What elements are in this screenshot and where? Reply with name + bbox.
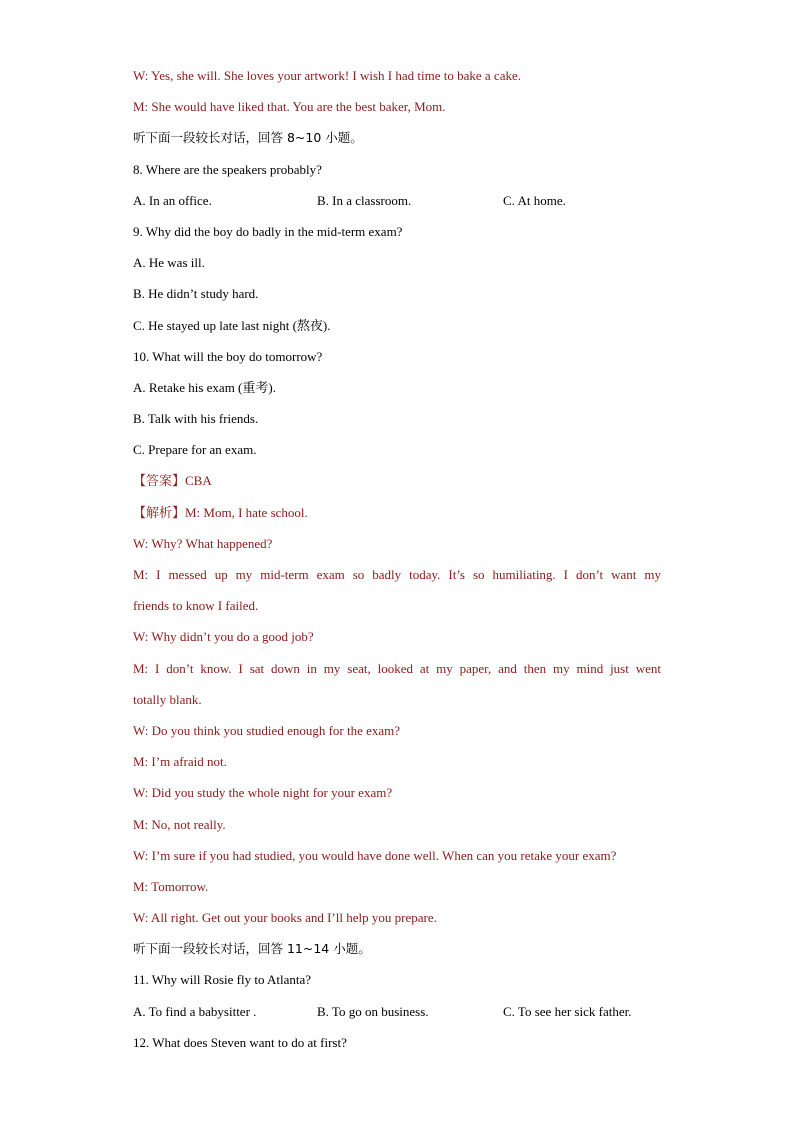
question-10: 10. What will the boy do tomorrow? [133, 348, 323, 364]
answer-key: 【答案】CBA [133, 473, 212, 489]
option-c: C. Prepare for an exam. [133, 442, 257, 458]
question-9: 9. Why did the boy do badly in the mid-term exam? [133, 223, 403, 239]
option-a: A. Retake his exam (重考). [133, 379, 276, 395]
option-b: B. Talk with his friends. [133, 411, 259, 427]
question-11: 11. Why will Rosie fly to Atlanta? [133, 972, 312, 988]
question-8-options [133, 189, 661, 220]
section-instruction: 听下面一段较长对话，回答 8~10 小题。 [133, 130, 363, 146]
option-a: A. In an office. [133, 192, 212, 208]
question-8: 8. Where are the speakers probably? [133, 161, 322, 177]
dialogue-line-continued: friends to know I failed. [133, 598, 259, 614]
section-instruction: 听下面一段较长对话，回答 11~14 小题。 [133, 941, 371, 957]
dialogue-line: M: No, not really. [133, 816, 226, 832]
dialogue-line: M: Tomorrow. [133, 878, 209, 894]
dialogue-line: W: Why? What happened? [133, 535, 273, 551]
dialogue-line: M: I’m afraid not. [133, 754, 227, 770]
dialogue-line: W: Why didn’t you do a good job? [133, 629, 314, 645]
option-b: B. He didn’t study hard. [133, 286, 259, 302]
option-a: A. To find a babysitter . [133, 1003, 257, 1019]
option-a: A. He was ill. [133, 255, 205, 271]
dialogue-line: W: I’m sure if you had studied, you would have done well. When can you retake your exam? [133, 847, 617, 863]
analysis-heading: 【解析】M: Mom, I hate school. [133, 504, 308, 520]
option-c: C. At home. [503, 192, 566, 208]
dialogue-line: W: Do you think you studied enough for the exam? [133, 722, 401, 738]
dialogue-line: W: Did you study the whole night for your exam? [133, 785, 393, 801]
dialogue-line: W: All right. Get out your books and I’ll help you prepare. [133, 910, 437, 926]
dialogue-line: W: Yes, she will. She loves your artwork! I wish I had time to bake a cake. [133, 68, 521, 83]
option-c: C. He stayed up late last night (熬夜). [133, 317, 331, 333]
question-11-options [133, 1000, 661, 1031]
dialogue-line: M: I don’t know. I sat down in my seat, looked at my paper, and then my mind just went [133, 660, 661, 676]
document-page [133, 64, 661, 1062]
option-b: B. To go on business. [317, 1003, 429, 1019]
dialogue-line-continued: totally blank. [133, 691, 202, 707]
option-c: C. To see her sick father. [503, 1003, 632, 1019]
dialogue-line: M: I messed up my mid-term exam so badly today. It’s so humiliating. I don’t want my [133, 567, 661, 582]
question-12: 12. What does Steven want to do at first? [133, 1034, 347, 1050]
option-b: B. In a classroom. [317, 192, 412, 208]
dialogue-line: M: She would have liked that. You are the best baker, Mom. [133, 99, 446, 115]
